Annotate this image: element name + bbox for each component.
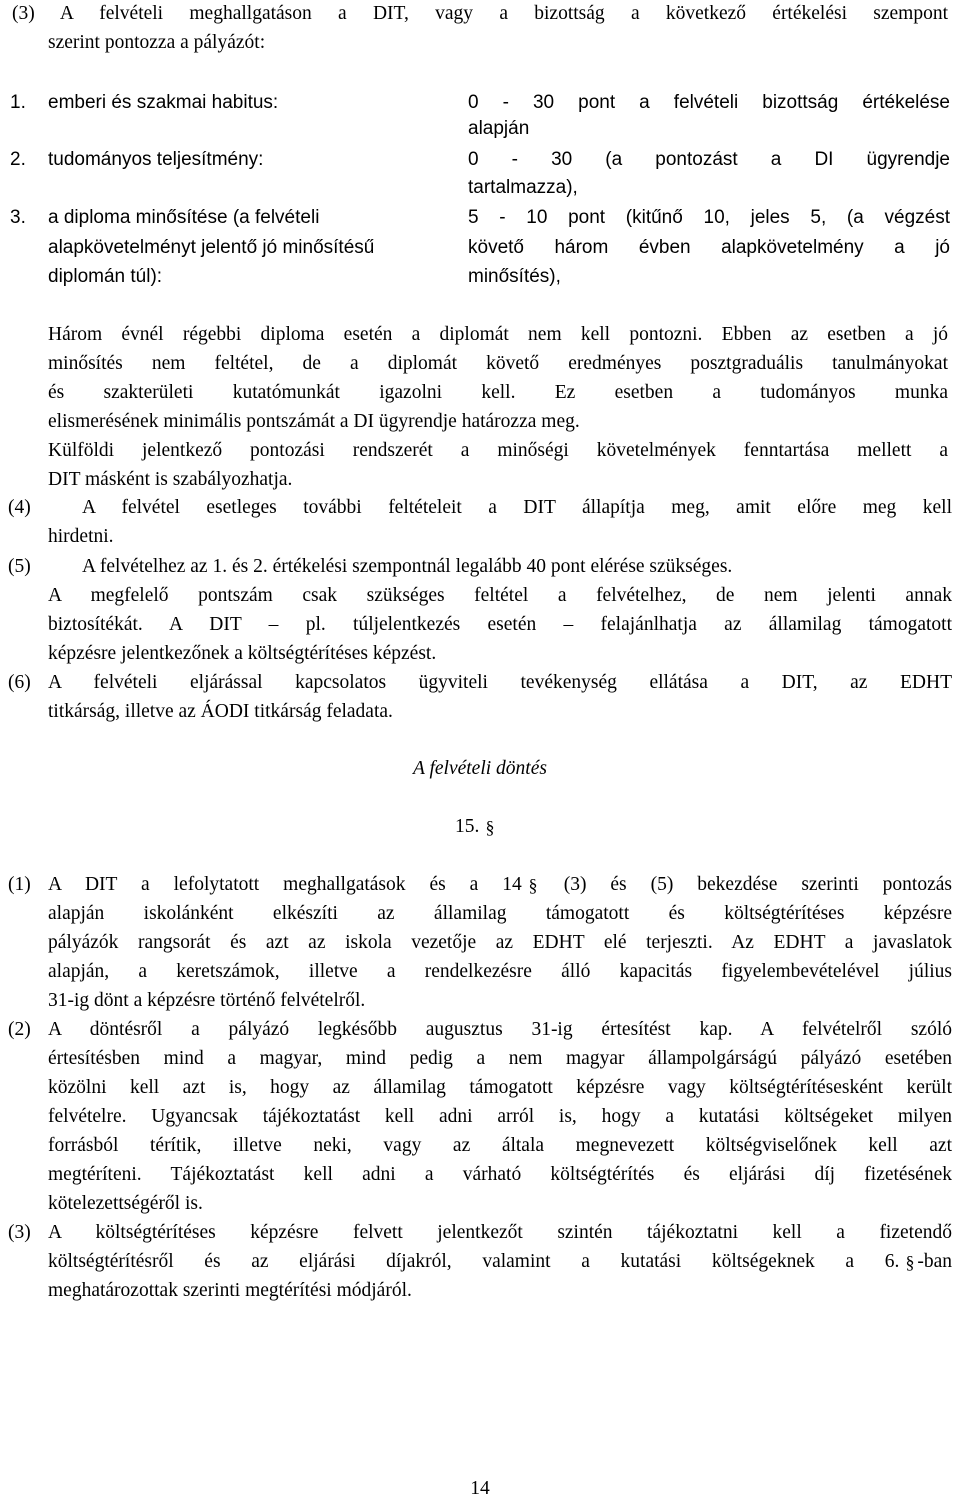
paragraph-number: (1) bbox=[8, 874, 31, 895]
body-line bbox=[48, 1250, 952, 1274]
body-line: alapján, a keretszámok, illetve a rendelkezésre álló kapacitás figyelembevételével július bbox=[48, 961, 952, 982]
body-line: közölni kell azt is, hogy az államilag támogatott képzésre vagy költségtérítésesként került bbox=[48, 1077, 952, 1098]
criterion-1-points-cont: alapján bbox=[468, 118, 530, 139]
body-line: titkárság, illetve az ÁODI titkárság feladata. bbox=[48, 701, 393, 722]
body-line: forrásból térítik, illetve neki, vagy az általa megnevezett költségviselőnek kell azt bbox=[48, 1135, 952, 1156]
svg-text:§: § bbox=[905, 1253, 915, 1271]
body-line: kötelezettségéről is. bbox=[48, 1193, 203, 1214]
body-line: 31-ig dönt a képzésre történő felvételről. bbox=[48, 990, 366, 1011]
body-line: elismerésének minimális pontszámát a DI ügyrendje határozza meg. bbox=[48, 411, 580, 432]
body-line: meghatározottak szerinti megtérítési módjáról. bbox=[48, 1280, 412, 1301]
body-line: Külföldi jelentkező pontozási rendszerét a minőségi követelmények fenntartása mellett a bbox=[48, 440, 948, 461]
criterion-3-points-cont: követő három évben alapkövetelmény a jó bbox=[468, 237, 950, 258]
criterion-3-points: 5 - 10 pont (kitűnő 10, jeles 5, (a végzést bbox=[468, 207, 950, 228]
body-line: A költségtérítéses képzésre felvett jelentkezőt szintén tájékoztatni kell a fizetendő bbox=[48, 1222, 952, 1243]
paragraph-3-line-1: (3) A felvételi meghallgatáson a DIT, vagy a bizottság a következő értékelési szempont bbox=[12, 3, 948, 24]
section-sign-icon bbox=[526, 876, 540, 894]
section-title: A felvételi döntés bbox=[413, 758, 547, 779]
criterion-1-points: 0 - 30 pont a felvételi bizottság értékelése bbox=[468, 92, 950, 113]
body-line: A megfelelő pontszám csak szükséges feltétel a felvételhez, de nem jelenti annak bbox=[48, 585, 952, 606]
body-line: és szakterületi kutatómunkát igazolni kell. Ez esetben a tudományos munka bbox=[48, 382, 948, 403]
paragraph-number: (3) bbox=[8, 1222, 31, 1243]
section-sign-icon bbox=[903, 1253, 917, 1271]
body-line: alapján iskolánként elkészíti az államilag támogatott és költségtérítéses képzésre bbox=[48, 903, 952, 924]
body-line: A felvételi eljárással kapcsolatos ügyviteli tevékenység ellátása a DIT, az EDHT bbox=[48, 672, 952, 693]
body-line: minősítés nem feltétel, de a diplomát követő eredményes posztgraduális tanulmányokat bbox=[48, 353, 948, 374]
body-line: felvételre. Ugyancsak tájékoztatást kell adni arról is, hogy a kutatási költségeket milyen bbox=[48, 1106, 952, 1127]
body-text: A DIT a lefolytatott meghallgatások és a 14 bbox=[48, 874, 522, 895]
criterion-3-points-cont: minősítés), bbox=[468, 266, 561, 287]
criterion-2-name: tudományos teljesítmény: bbox=[48, 149, 264, 170]
section-number: 15. bbox=[455, 816, 480, 837]
paragraph-number: (4) bbox=[8, 497, 31, 518]
paragraph-3-line-2: szerint pontozza a pályázót: bbox=[48, 32, 266, 53]
paragraph-number: (5) bbox=[8, 556, 31, 577]
svg-text:§: § bbox=[485, 818, 495, 836]
body-text: (3) és (5) bekezdése szerinti pontozás bbox=[563, 874, 952, 895]
criterion-1-number: 1. bbox=[10, 92, 26, 113]
body-line: megtéríteni. Tájékoztatást kell adni a várható költségtérítés és eljárási díj fizetésének bbox=[48, 1164, 952, 1185]
criterion-2-number: 2. bbox=[10, 149, 26, 170]
page-number: 14 bbox=[470, 1478, 490, 1499]
criterion-2-points: 0 - 30 (a pontozást a DI ügyrendje bbox=[468, 149, 950, 170]
section-number-row bbox=[455, 815, 497, 839]
body-line: A döntésről a pályázó legkésőbb augusztus 31-ig értesítést kap. A felvételről szóló bbox=[48, 1019, 952, 1040]
paragraph-number: (2) bbox=[8, 1019, 31, 1040]
body-line bbox=[48, 873, 952, 897]
criterion-1-name: emberi és szakmai habitus: bbox=[48, 92, 279, 113]
criterion-2-points-cont: tartalmazza), bbox=[468, 177, 578, 198]
body-text: költségtérítésről és az eljárási díjakról, valamint a kutatási költségeknek a 6. bbox=[48, 1251, 900, 1272]
svg-text:§: § bbox=[528, 876, 538, 894]
criterion-3-name-cont: diplomán túl): bbox=[48, 266, 163, 287]
body-line: DIT másként is szabályozhatja. bbox=[48, 469, 293, 490]
body-line: értesítésben mind a magyar, mind pedig a nem magyar állampolgárságú pályázó esetében bbox=[48, 1048, 952, 1069]
criterion-3-name-cont: alapkövetelményt jelentő jó minősítésű bbox=[48, 237, 375, 258]
body-text: -ban bbox=[917, 1251, 952, 1272]
body-line: A felvétel esetleges további feltételeit a DIT állapítja meg, amit előre meg kell bbox=[82, 497, 952, 518]
body-line: biztosítékát. A DIT – pl. túljelentkezés esetén – felajánlhatja az államilag támogatott bbox=[48, 614, 952, 635]
body-line: A felvételhez az 1. és 2. értékelési szempontnál legalább 40 pont elérése szükséges. bbox=[82, 556, 733, 577]
criterion-3-name: a diploma minősítése (a felvételi bbox=[48, 207, 320, 228]
criterion-3-number: 3. bbox=[10, 207, 26, 228]
body-line: pályázók rangsorát és azt az iskola vezetője az EDHT elé terjeszti. Az EDHT a javaslatok bbox=[48, 932, 952, 953]
body-line: Három évnél régebbi diploma esetén a diplomát nem kell pontozni. Ebben az esetben a jó bbox=[48, 324, 948, 345]
body-line: hirdetni. bbox=[48, 526, 114, 547]
body-line: képzésre jelentkezőnek a költségtérítéses képzést. bbox=[48, 643, 437, 664]
paragraph-number: (6) bbox=[8, 672, 31, 693]
section-sign-icon bbox=[483, 818, 497, 836]
